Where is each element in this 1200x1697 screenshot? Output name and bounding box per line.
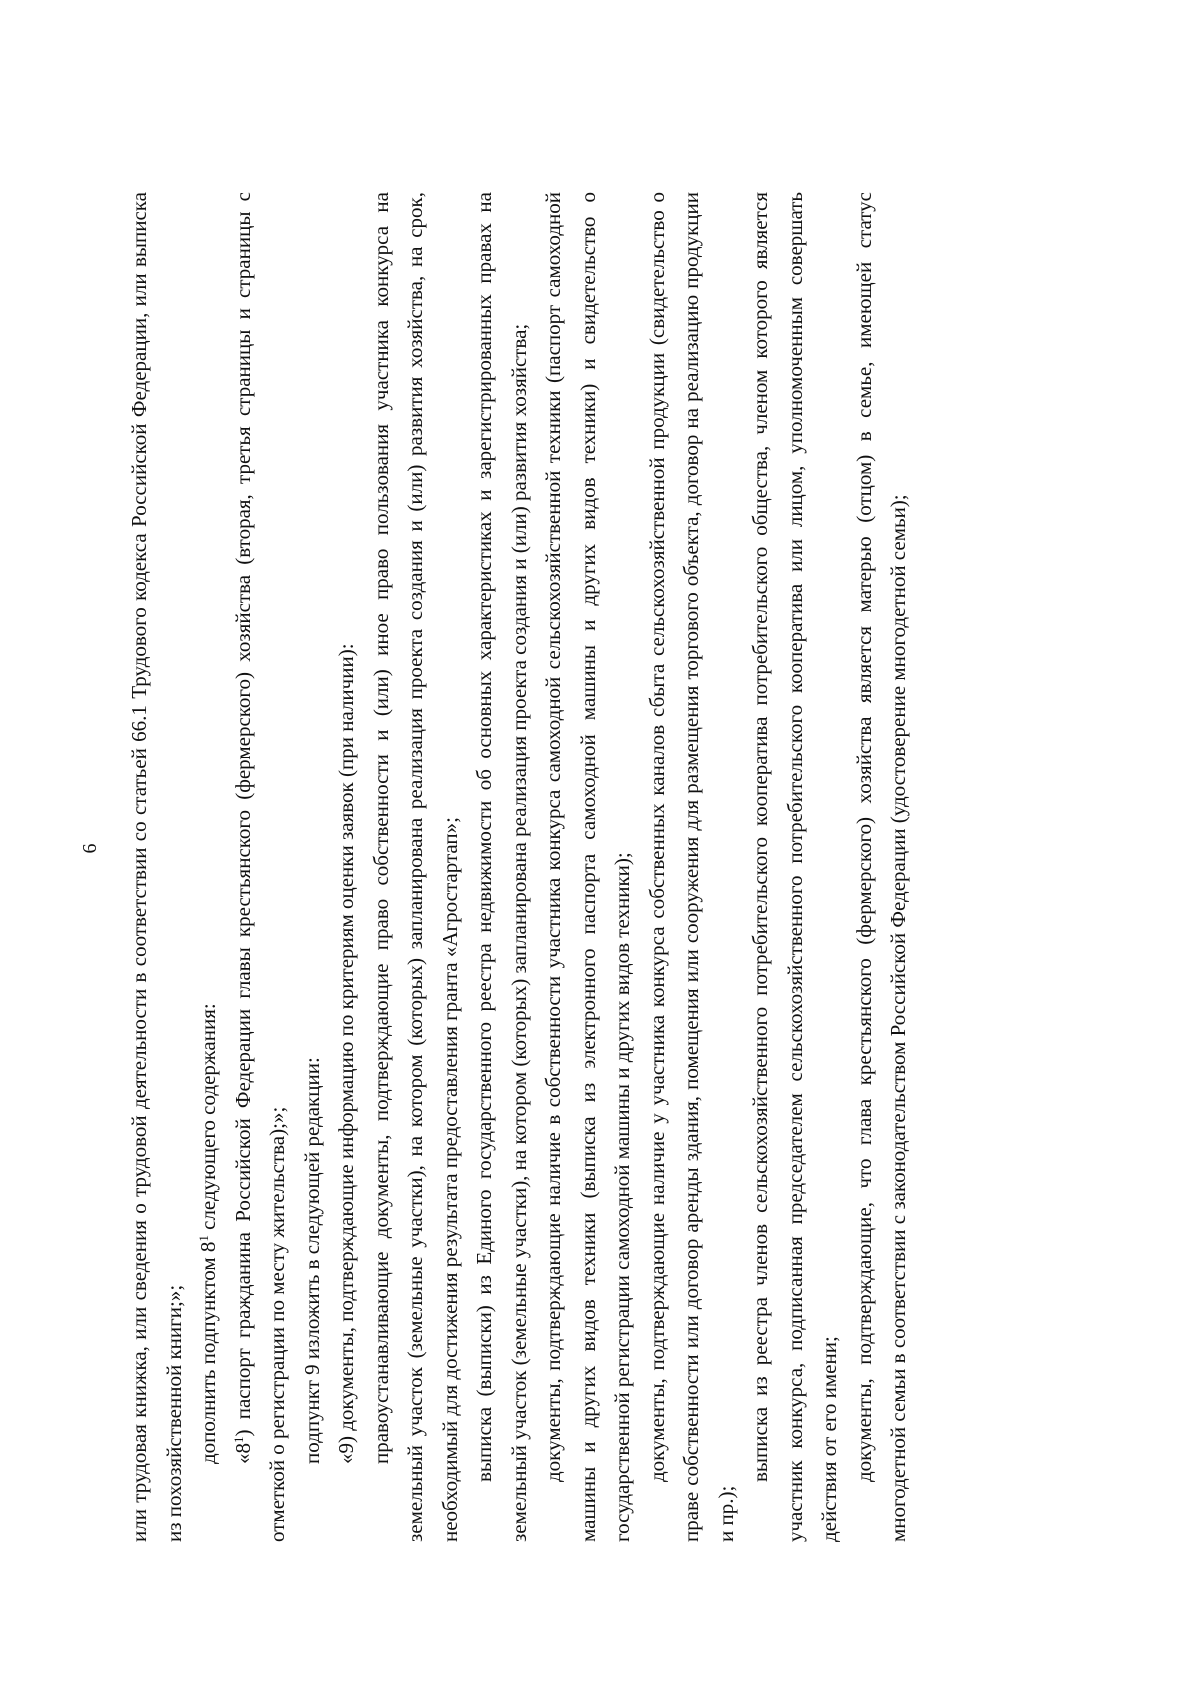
paragraph-subpoint-9-documents: «9) документы, подтверждающие информацию по критериям оценки заявок (при наличии): — [334, 643, 358, 1464]
text-fragment: ) паспорт гражданина Российской Федерации главы крестьянского (фермерского) хозяйства (вторая, третья страницы и страницы с отметкой о регистрации по месту жительства);»; — [230, 192, 289, 1542]
text-fragment: «8 — [230, 1443, 255, 1464]
paragraph-labor-record: или трудовая книжка, или сведения о трудовой деятельности в соответствии со статьей 66.1 Трудового кодекса Российской Федерации, или выписка из похозяйственной книги;»; — [127, 192, 186, 1542]
paragraph-subpoint-9-heading: подпункт 9 изложить в следующей редакции: — [299, 1057, 324, 1464]
text-fragment: следующего содержания: — [196, 1003, 220, 1236]
paragraph-cooperative-extract: выписка из реестра членов сельскохозяйственного потребительского кооператива потребительского общества, членом которого является участник конкурса, подписанная председателем сельскохозяйственного потребительского кооператива или лицом, уполномоченным совершать действия от его имени; — [748, 192, 841, 1542]
paragraph-subpoint-8-1-passport — [226, 192, 295, 1542]
superscript: 1 — [230, 1436, 246, 1443]
paragraph-sales-channels: документы, подтверждающие наличие у участника конкурса собственных каналов сбыта сельскохозяйственной продукции (свидетельство о праве собственности или договор аренды здания, помещения или сооружения для размещения торгового объекта, договор на реализацию продукции и пр.); — [644, 192, 738, 1542]
superscript: 1 — [196, 1235, 211, 1242]
paragraph-machinery-documents: документы, подтверждающие наличие в собственности участника конкурса самоходной сельскохозяйственной техники (паспорт самоходной машины и других видов техники (выписка из электронного паспорта самоходной машины и других видов техники) и свидетельство о государственной регистрации самоходной машины и других видов техники); — [541, 192, 634, 1542]
paragraph-egrn-extract: выписка (выписки) из Единого государственного реестра недвижимости об основных характеристиках и зарегистрированных правах на земельный участок (земельные участки), на котором (которых) запланирована реализация проекта создания и (или) развития хозяйства; — [472, 192, 531, 1542]
page-number: 6 — [79, 843, 101, 854]
paragraph-title-documents: правоустанавливающие документы, подтверждающие право собственности и (или) иное право пользования участника конкурса на земельный участок (земельные участки), на котором (которых) запланирована реализация проекта создания и (или) развития хозяйства, на срок, необходимый для достижения результата предоставления гранта «Агростартап»; — [368, 192, 462, 1542]
text-fragment: дополнить подпунктом 8 — [196, 1241, 220, 1464]
document-body — [122, 192, 916, 1542]
paragraph-add-subpoint-8-1 — [191, 192, 226, 1542]
paragraph-large-family: документы, подтверждающие, что глава крестьянского (фермерского) хозяйства является матерью (отцом) в семье, имеющей статус многодетной семьи в соответствии с законодательством Российской Федерации (удостоверение многодетной семьи); — [851, 192, 910, 1542]
